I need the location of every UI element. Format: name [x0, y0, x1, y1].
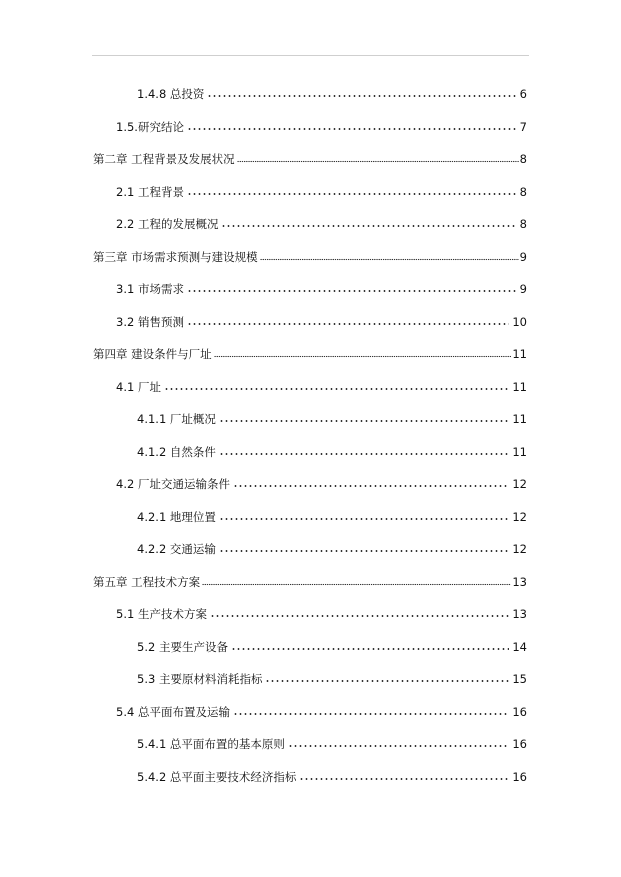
toc-page-number: 12	[512, 542, 527, 556]
toc-entry	[116, 311, 527, 329]
toc-page-number: 13	[512, 607, 527, 621]
toc-dot-leader	[265, 673, 509, 683]
toc-page-number: 12	[512, 510, 527, 524]
toc-entry	[116, 181, 527, 199]
toc-dot-leader	[214, 348, 512, 358]
toc-page-number: 8	[519, 152, 527, 166]
toc-entry	[137, 733, 527, 751]
toc-dot-leader	[187, 316, 509, 326]
toc-entry	[137, 766, 527, 784]
toc-entry-label: 5.4 总平面布置及运输	[116, 705, 230, 719]
toc-entry	[116, 116, 527, 134]
toc-entry-label: 5.3 主要原材料消耗指标	[137, 672, 263, 686]
toc-entry	[116, 473, 527, 491]
toc-page-number: 11	[512, 445, 527, 459]
toc-dot-leader	[219, 543, 509, 553]
toc-page-number: 8	[519, 185, 527, 199]
toc-page-number: 13	[512, 575, 527, 589]
toc-dot-leader	[187, 121, 517, 131]
toc-entry-label: 2.1 工程背景	[116, 185, 184, 199]
toc-page-number: 14	[512, 640, 527, 654]
toc-entry-label: 第四章 建设条件与厂址	[93, 347, 212, 361]
toc-entry-label: 4.1.2 自然条件	[137, 445, 216, 459]
toc-entry	[137, 636, 527, 654]
toc-entry	[116, 278, 527, 296]
toc-dot-leader	[237, 153, 519, 163]
toc-chapter-entry	[93, 343, 527, 361]
toc-entry-label: 1.4.8 总投资	[137, 87, 205, 101]
toc-entry-label: 3.2 销售预测	[116, 315, 184, 329]
toc-entry	[137, 538, 527, 556]
toc-chapter-entry	[93, 148, 527, 166]
toc-entry-label: 4.2.2 交通运输	[137, 542, 216, 556]
toc-page-number: 16	[512, 770, 527, 784]
toc-entry-label: 1.5.研究结论	[116, 120, 184, 134]
toc-page-number: 16	[512, 737, 527, 751]
toc-entry-label: 4.2.1 地理位置	[137, 510, 216, 524]
toc-page-number: 6	[519, 87, 527, 101]
toc-page-number: 16	[512, 705, 527, 719]
toc-page-number: 9	[519, 250, 527, 264]
toc-entry-label: 4.1.1 厂址概况	[137, 412, 216, 426]
toc-dot-leader	[219, 446, 509, 456]
toc-dot-leader	[299, 771, 509, 781]
toc-dot-leader	[221, 218, 516, 228]
toc-entry	[137, 408, 527, 426]
toc-entry	[116, 603, 527, 621]
toc-chapter-entry	[93, 571, 527, 589]
toc-page-number: 12	[512, 477, 527, 491]
toc-page-number: 8	[519, 217, 527, 231]
toc-dot-leader	[219, 413, 509, 423]
toc-dot-leader	[233, 706, 509, 716]
toc-entry-label: 5.2 主要生产设备	[137, 640, 228, 654]
toc-entry	[137, 441, 527, 459]
toc-page-number: 10	[512, 315, 527, 329]
toc-entry	[137, 506, 527, 524]
toc-dot-leader	[260, 251, 519, 261]
toc-entry-label: 3.1 市场需求	[116, 282, 184, 296]
toc-entry-label: 5.4.1 总平面布置的基本原则	[137, 737, 285, 751]
toc-dot-leader	[233, 478, 509, 488]
toc-dot-leader	[210, 608, 509, 618]
toc-dot-leader	[231, 641, 509, 651]
toc-dot-leader	[202, 576, 511, 586]
toc-page-number: 15	[512, 672, 527, 686]
toc-dot-leader	[187, 186, 517, 196]
toc-page-number: 11	[512, 380, 527, 394]
toc-dot-leader	[288, 738, 509, 748]
toc-dot-leader	[207, 88, 516, 98]
toc-dot-leader	[187, 283, 517, 293]
toc-entry	[116, 701, 527, 719]
toc-dot-leader	[164, 381, 509, 391]
toc-page-number: 11	[512, 412, 527, 426]
toc-entry	[137, 668, 527, 686]
toc-entry	[137, 83, 527, 101]
toc-entry-label: 4.2 厂址交通运输条件	[116, 477, 230, 491]
toc-page-number: 7	[519, 120, 527, 134]
toc-page-number: 9	[519, 282, 527, 296]
toc-entry-label: 5.1 生产技术方案	[116, 607, 207, 621]
toc-entry-label: 第五章 工程技术方案	[93, 575, 201, 589]
toc-entry-label: 第二章 工程背景及发展状况	[93, 152, 235, 166]
toc-page-number: 11	[512, 347, 527, 361]
toc-dot-leader	[219, 511, 509, 521]
toc-entry	[116, 376, 527, 394]
toc-chapter-entry	[93, 246, 527, 264]
toc-entry-label: 5.4.2 总平面主要技术经济指标	[137, 770, 297, 784]
toc-entry-label: 2.2 工程的发展概况	[116, 217, 219, 231]
toc-entry	[116, 213, 527, 231]
toc-entry-label: 4.1 厂址	[116, 380, 161, 394]
toc-entry-label: 第三章 市场需求预测与建设规模	[93, 250, 258, 264]
